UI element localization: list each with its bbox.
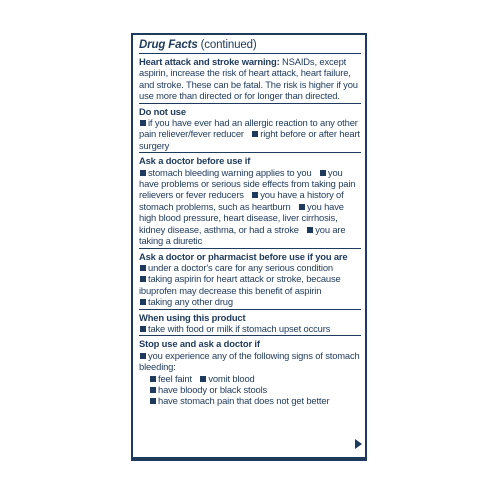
ask-doctor-head: Ask a doctor before use if xyxy=(139,155,251,167)
section-ask-pharmacist xyxy=(139,249,361,309)
ask-pharmacist-head: Ask a doctor or pharmacist before use if you are xyxy=(139,250,348,262)
section-do-not-use xyxy=(139,104,361,153)
do-not-use-head: Do not use xyxy=(139,105,186,117)
square-bullet-icon xyxy=(140,353,146,359)
square-bullet-icon xyxy=(200,376,206,382)
square-bullet-icon xyxy=(252,192,258,198)
ask-pharmacist-item: under a doctor's care for any serious condition xyxy=(148,261,333,273)
heart-warning-text: NSAIDs, except aspirin, increase the risk of heart attack, heart failure, and stroke. These can be fatal. The risk is higher if you use more than directed or for longer than directed. xyxy=(139,56,358,102)
section-ask-doctor xyxy=(139,153,361,247)
section-when-using xyxy=(139,310,361,336)
ask-pharmacist-item: taking aspirin for heart attack or stroke, because ibuprofen may decrease this benefit of aspirin xyxy=(139,273,341,296)
ask-pharmacist-item: taking any other drug xyxy=(148,296,233,308)
square-bullet-icon xyxy=(150,387,156,393)
ask-pharmacist-item-row xyxy=(139,273,361,296)
square-bullet-icon xyxy=(299,204,305,210)
square-bullet-icon xyxy=(307,227,313,233)
square-bullet-icon xyxy=(150,398,156,404)
ask-doctor-item: you have high blood pressure, heart disease, liver cirrhosis, kidney disease, asthma, or had a stroke xyxy=(139,200,344,235)
stop-use-sub-row xyxy=(139,373,361,384)
square-bullet-icon xyxy=(140,326,146,332)
when-using-head: When using this product xyxy=(139,311,246,323)
do-not-use-item: if you have ever had an allergic reaction to any other pain reliever/fever reducer xyxy=(139,117,358,140)
square-bullet-icon xyxy=(320,170,326,176)
ask-doctor-item: you are taking a diuretic xyxy=(139,223,346,247)
do-not-use-item: right before or after heart surgery xyxy=(139,128,360,151)
square-bullet-icon xyxy=(140,170,146,176)
square-bullet-icon xyxy=(140,265,146,271)
stop-use-sub-item: vomit blood xyxy=(208,372,255,384)
stop-use-sub-row xyxy=(139,384,361,395)
when-using-item-row xyxy=(139,323,361,334)
square-bullet-icon xyxy=(140,299,146,305)
stop-use-head: Stop use and ask a doctor if xyxy=(139,338,260,350)
ask-doctor-item: you have a history of stomach problems, such as heartburn xyxy=(139,189,344,212)
ask-doctor-item: stomach bleeding warning applies to you xyxy=(148,166,312,178)
title-main: Drug Facts xyxy=(139,39,198,51)
square-bullet-icon xyxy=(252,131,258,137)
do-not-use-body xyxy=(139,117,361,151)
stop-use-sub-item: have bloody or black stools xyxy=(158,383,268,395)
panel-title xyxy=(139,35,361,53)
when-using-item: take with food or milk if stomach upset occurs xyxy=(148,322,331,334)
ask-pharmacist-item-row xyxy=(139,296,361,307)
ask-doctor-item: you have problems or serious side effects from taking pain relievers or fever reducers xyxy=(139,166,356,201)
heart-warning-head: Heart attack and stroke warning: xyxy=(139,56,280,67)
stop-use-sub-row xyxy=(139,395,361,406)
square-bullet-icon xyxy=(140,120,146,126)
continue-arrow-icon xyxy=(355,439,362,449)
stop-use-item-row xyxy=(139,350,361,373)
ask-pharmacist-item-row xyxy=(139,262,361,273)
stop-use-sub-item: have stomach pain that does not get better xyxy=(158,395,330,407)
drug-facts-panel xyxy=(131,33,367,461)
title-sub: (continued) xyxy=(200,39,257,51)
section-stop-use xyxy=(139,336,361,407)
section-heart-warning xyxy=(139,54,361,103)
ask-doctor-body xyxy=(139,167,361,247)
square-bullet-icon xyxy=(150,376,156,382)
stop-use-sub-item: feel faint xyxy=(158,372,192,384)
stop-use-item: you experience any of the following signs of stomach bleeding: xyxy=(139,349,360,373)
square-bullet-icon xyxy=(140,276,146,282)
